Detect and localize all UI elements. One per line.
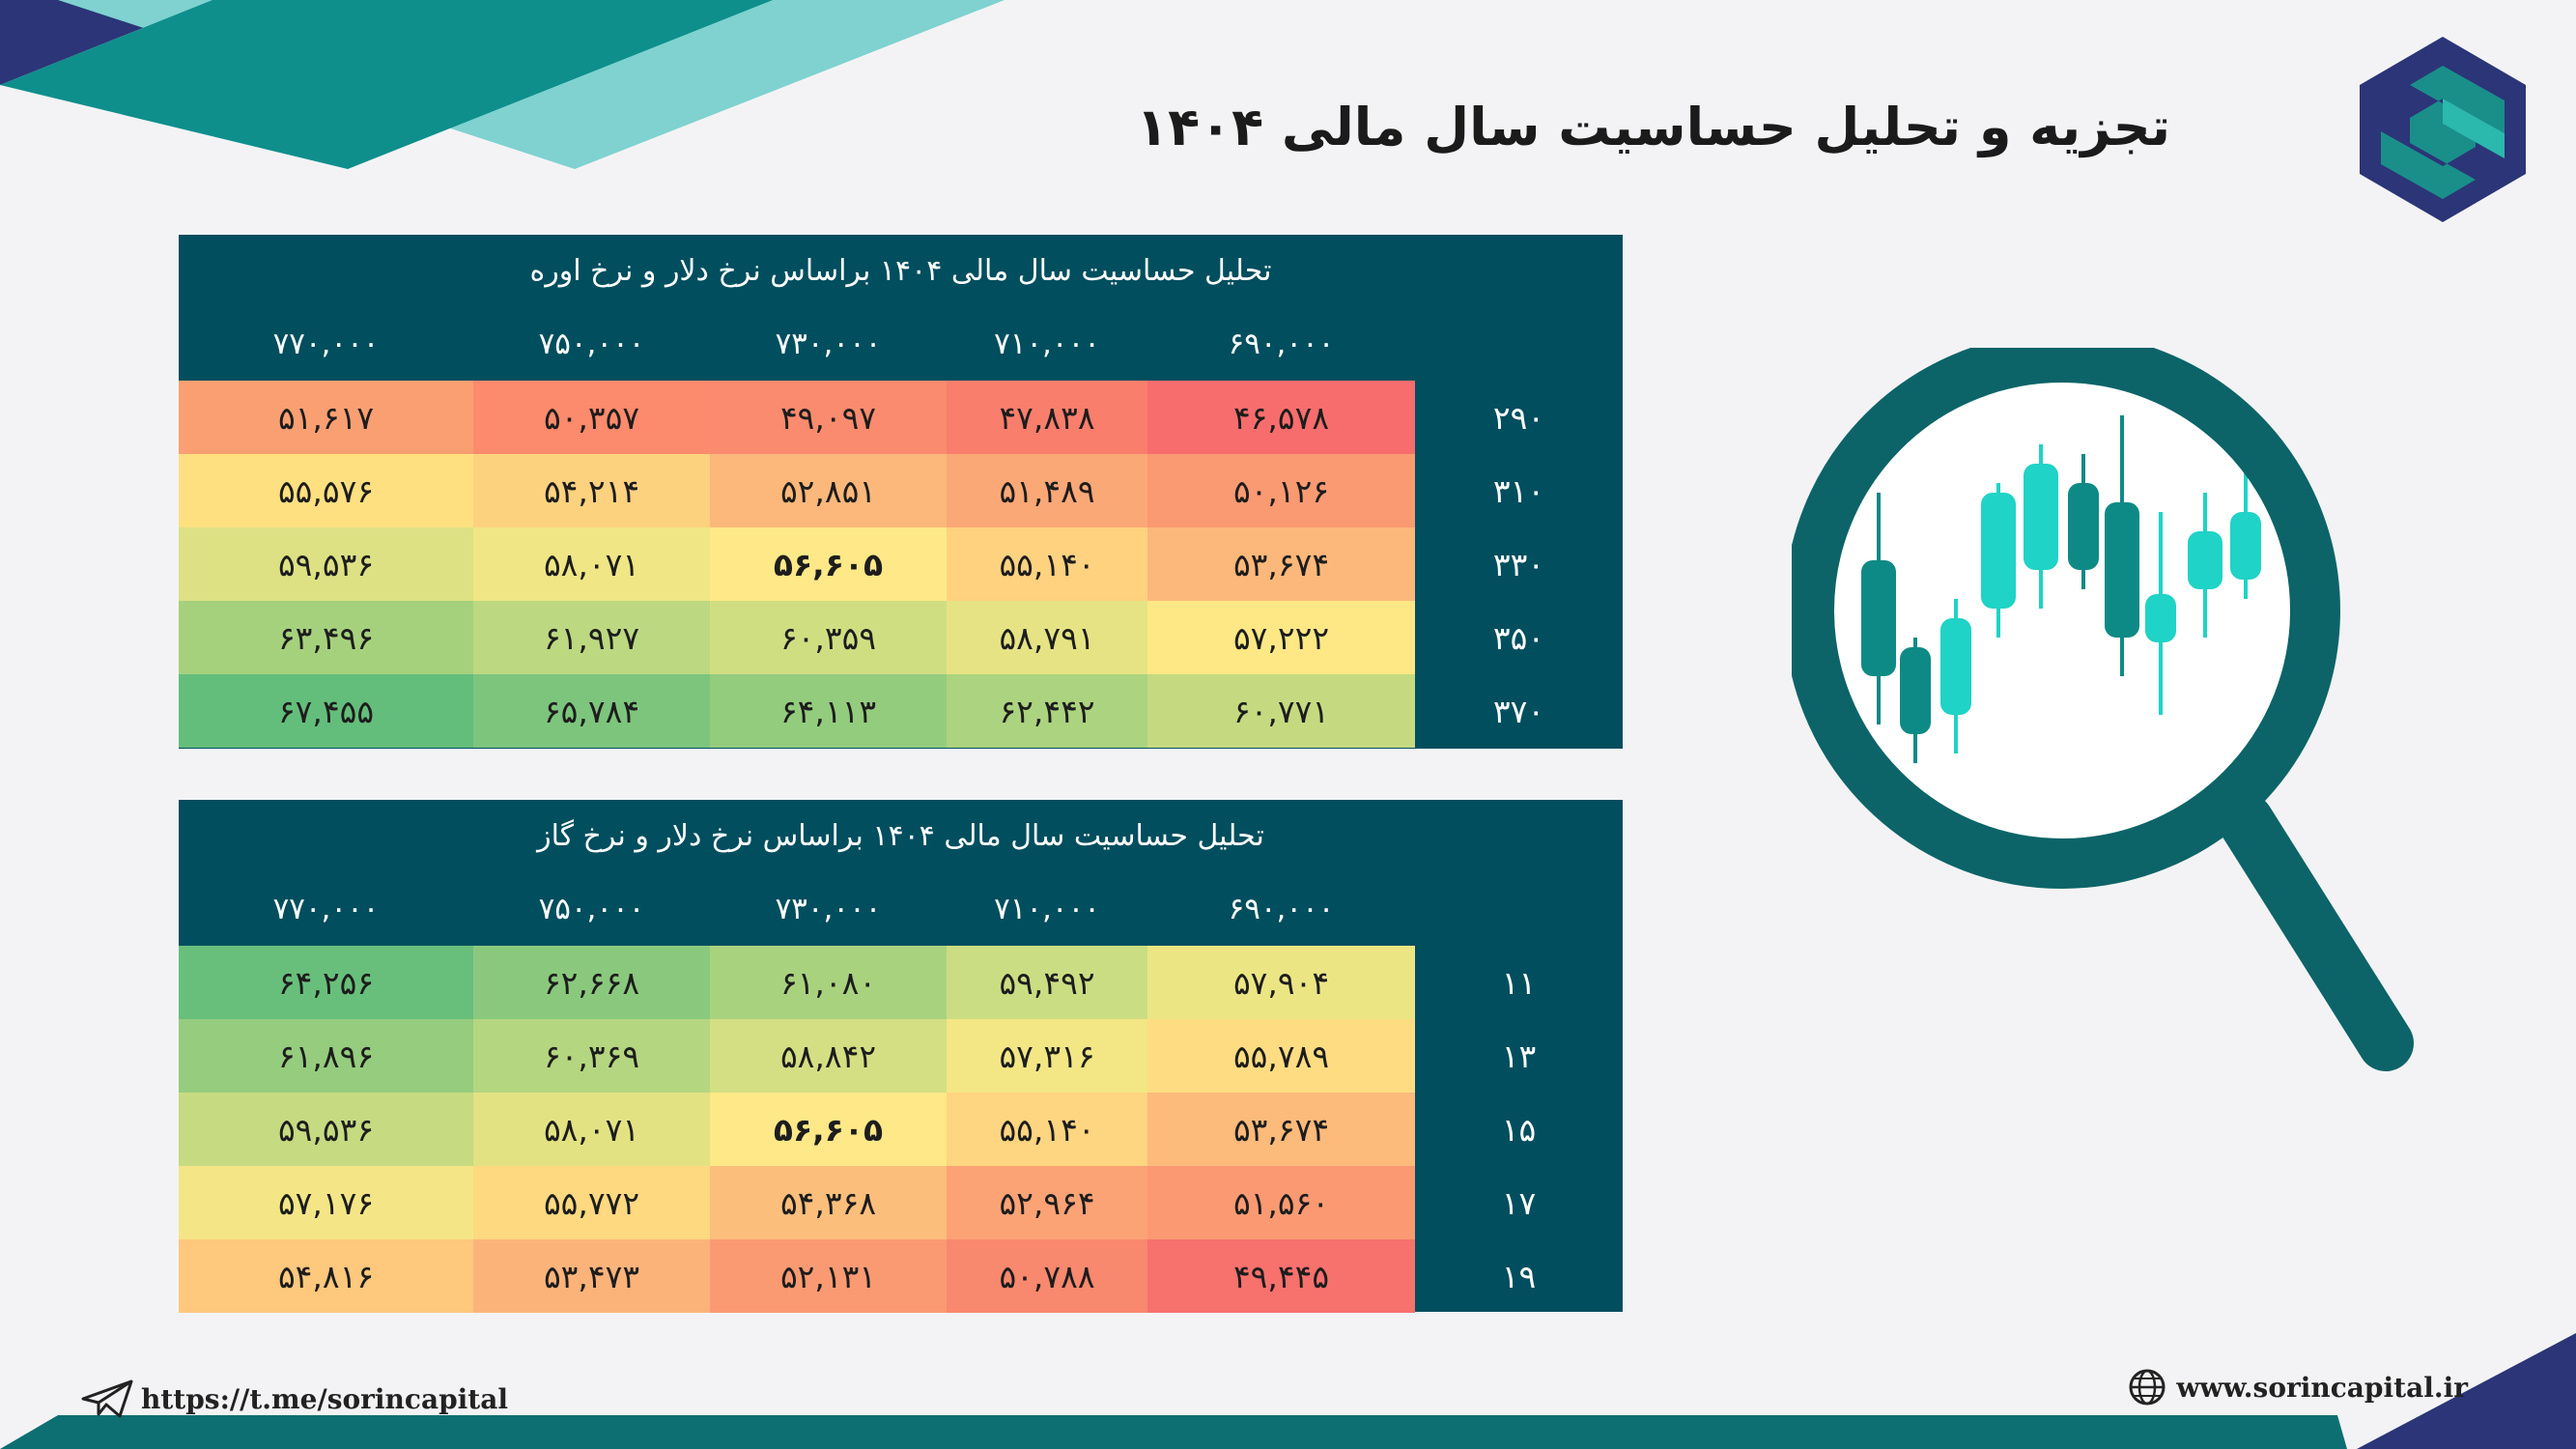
table-cell: ۵۶,۶۰۵ bbox=[710, 527, 947, 601]
table-cell: ۵۹,۴۹۲ bbox=[947, 946, 1147, 1019]
table-cell: ۵۵,۵۷۶ bbox=[179, 454, 473, 527]
table-cell: ۴۹,۰۹۷ bbox=[710, 381, 947, 454]
row-label: ۱۱ bbox=[1501, 963, 1537, 1002]
table-cell: ۵۸,۷۹۱ bbox=[947, 601, 1147, 674]
column-header: ۷۳۰,۰۰۰ bbox=[775, 327, 882, 361]
row-label: ۳۷۰ bbox=[1492, 692, 1545, 730]
table-cell: ۵۳,۴۷۳ bbox=[473, 1239, 710, 1313]
sensitivity-table-urea bbox=[179, 235, 1623, 749]
table-cell: ۵۱,۵۶۰ bbox=[1147, 1166, 1415, 1239]
table-caption: تحلیل حساسیت سال مالی ۱۴۰۴ براساس نرخ دلار و نرخ اوره bbox=[529, 254, 1272, 288]
table-cell: ۵۴,۲۱۴ bbox=[473, 454, 710, 527]
table-cell: ۶۰,۳۶۹ bbox=[473, 1019, 710, 1093]
table-cell: ۵۷,۲۲۲ bbox=[1147, 601, 1415, 674]
table-cell: ۶۱,۹۲۷ bbox=[473, 601, 710, 674]
table-cell: ۴۷,۸۳۸ bbox=[947, 381, 1147, 454]
row-label: ۳۳۰ bbox=[1492, 545, 1545, 583]
table-row bbox=[179, 674, 1623, 748]
table-caption: تحلیل حساسیت سال مالی ۱۴۰۴ براساس نرخ دلار و نرخ گاز bbox=[537, 819, 1264, 853]
telegram-link[interactable] bbox=[81, 1379, 508, 1418]
table-row bbox=[179, 1093, 1623, 1166]
column-header: ۶۹۰,۰۰۰ bbox=[1228, 327, 1335, 361]
table-cell: ۵۸,۰۷۱ bbox=[473, 1093, 710, 1166]
table-cell: ۶۴,۲۵۶ bbox=[179, 946, 473, 1019]
table-cell: ۵۵,۱۴۰ bbox=[947, 527, 1147, 601]
table-row bbox=[179, 527, 1623, 601]
row-label: ۲۹۰ bbox=[1492, 398, 1545, 437]
globe-icon bbox=[2128, 1368, 2166, 1406]
table-row bbox=[179, 381, 1623, 454]
column-header: ۷۱۰,۰۰۰ bbox=[994, 327, 1100, 361]
table-cell: ۴۶,۵۷۸ bbox=[1147, 381, 1415, 454]
table-row bbox=[179, 454, 1623, 527]
table-cell: ۵۹,۵۳۶ bbox=[179, 1093, 473, 1166]
column-header-empty bbox=[1415, 307, 1623, 381]
column-header: ۷۷۰,۰۰۰ bbox=[272, 892, 380, 926]
table-cell: ۵۹,۵۳۶ bbox=[179, 527, 473, 601]
column-header: ۷۱۰,۰۰۰ bbox=[994, 892, 1100, 926]
magnifier-candlestick-icon bbox=[1792, 348, 2429, 1101]
table-cell: ۶۲,۶۶۸ bbox=[473, 946, 710, 1019]
row-label: ۱۹ bbox=[1501, 1257, 1537, 1295]
top-left-decoration bbox=[0, 0, 1005, 174]
row-label: ۱۳ bbox=[1501, 1037, 1537, 1075]
table-row bbox=[179, 1019, 1623, 1093]
table-cell: ۵۵,۷۸۹ bbox=[1147, 1019, 1415, 1093]
telegram-url[interactable]: https://t.me/sorincapital bbox=[141, 1382, 509, 1415]
table-cell: ۵۷,۱۷۶ bbox=[179, 1166, 473, 1239]
page-title: تجزیه و تحلیل حساسیت سال مالی ۱۴۰۴ bbox=[1136, 97, 2170, 157]
sensitivity-table-gas bbox=[179, 800, 1623, 1312]
column-header-empty bbox=[1415, 872, 1623, 946]
table-cell: ۵۲,۸۵۱ bbox=[710, 454, 947, 527]
table-header-row bbox=[179, 872, 1623, 946]
table-cell: ۵۷,۹۰۴ bbox=[1147, 946, 1415, 1019]
table-cell: ۵۱,۴۸۹ bbox=[947, 454, 1147, 527]
column-header: ۷۵۰,۰۰۰ bbox=[538, 892, 645, 926]
table-cell: ۵۰,۱۲۶ bbox=[1147, 454, 1415, 527]
table-cell: ۶۱,۰۸۰ bbox=[710, 946, 947, 1019]
table-row bbox=[179, 601, 1623, 674]
website-url[interactable]: www.sorincapital.ir bbox=[2176, 1371, 2468, 1404]
table-cell: ۵۸,۸۴۲ bbox=[710, 1019, 947, 1093]
table-cell: ۶۲,۴۴۲ bbox=[947, 674, 1147, 748]
table-cell: ۶۱,۸۹۶ bbox=[179, 1019, 473, 1093]
table-cell: ۵۸,۰۷۱ bbox=[473, 527, 710, 601]
table-row bbox=[179, 1166, 1623, 1239]
row-label: ۳۱۰ bbox=[1492, 471, 1545, 510]
column-header: ۷۵۰,۰۰۰ bbox=[538, 327, 645, 361]
website-link[interactable] bbox=[2128, 1368, 2468, 1406]
sorin-logo-icon bbox=[2360, 37, 2526, 222]
row-label: ۱۷ bbox=[1501, 1183, 1537, 1222]
row-label: ۱۵ bbox=[1501, 1110, 1537, 1149]
table-cell: ۵۴,۸۱۶ bbox=[179, 1239, 473, 1313]
table-cell: ۶۰,۷۷۱ bbox=[1147, 674, 1415, 748]
table-cell: ۵۷,۳۱۶ bbox=[947, 1019, 1147, 1093]
table-cell: ۶۳,۴۹۶ bbox=[179, 601, 473, 674]
table-cell: ۵۵,۱۴۰ bbox=[947, 1093, 1147, 1166]
table-header-row bbox=[179, 307, 1623, 381]
table-cell: ۶۵,۷۸۴ bbox=[473, 674, 710, 748]
table-cell: ۵۰,۳۵۷ bbox=[473, 381, 710, 454]
column-header: ۷۷۰,۰۰۰ bbox=[272, 327, 380, 361]
table-cell: ۵۰,۷۸۸ bbox=[947, 1239, 1147, 1313]
table-row bbox=[179, 1239, 1623, 1313]
table-cell: ۴۹,۴۴۵ bbox=[1147, 1239, 1415, 1313]
table-cell: ۶۷,۴۵۵ bbox=[179, 674, 473, 748]
table-cell: ۵۲,۱۳۱ bbox=[710, 1239, 947, 1313]
table-row bbox=[179, 946, 1623, 1019]
table-cell: ۶۰,۳۵۹ bbox=[710, 601, 947, 674]
table-cell: ۵۶,۶۰۵ bbox=[710, 1093, 947, 1166]
telegram-icon bbox=[81, 1379, 133, 1418]
table-cell: ۵۵,۷۷۲ bbox=[473, 1166, 710, 1239]
table-cell: ۵۴,۳۶۸ bbox=[710, 1166, 947, 1239]
column-header: ۶۹۰,۰۰۰ bbox=[1228, 892, 1335, 926]
table-cell: ۵۱,۶۱۷ bbox=[179, 381, 473, 454]
column-header: ۷۳۰,۰۰۰ bbox=[775, 892, 882, 926]
table-cell: ۵۳,۶۷۴ bbox=[1147, 1093, 1415, 1166]
table-cell: ۵۲,۹۶۴ bbox=[947, 1166, 1147, 1239]
table-cell: ۵۳,۶۷۴ bbox=[1147, 527, 1415, 601]
table-cell: ۶۴,۱۱۳ bbox=[710, 674, 947, 748]
row-label: ۳۵۰ bbox=[1492, 618, 1545, 657]
